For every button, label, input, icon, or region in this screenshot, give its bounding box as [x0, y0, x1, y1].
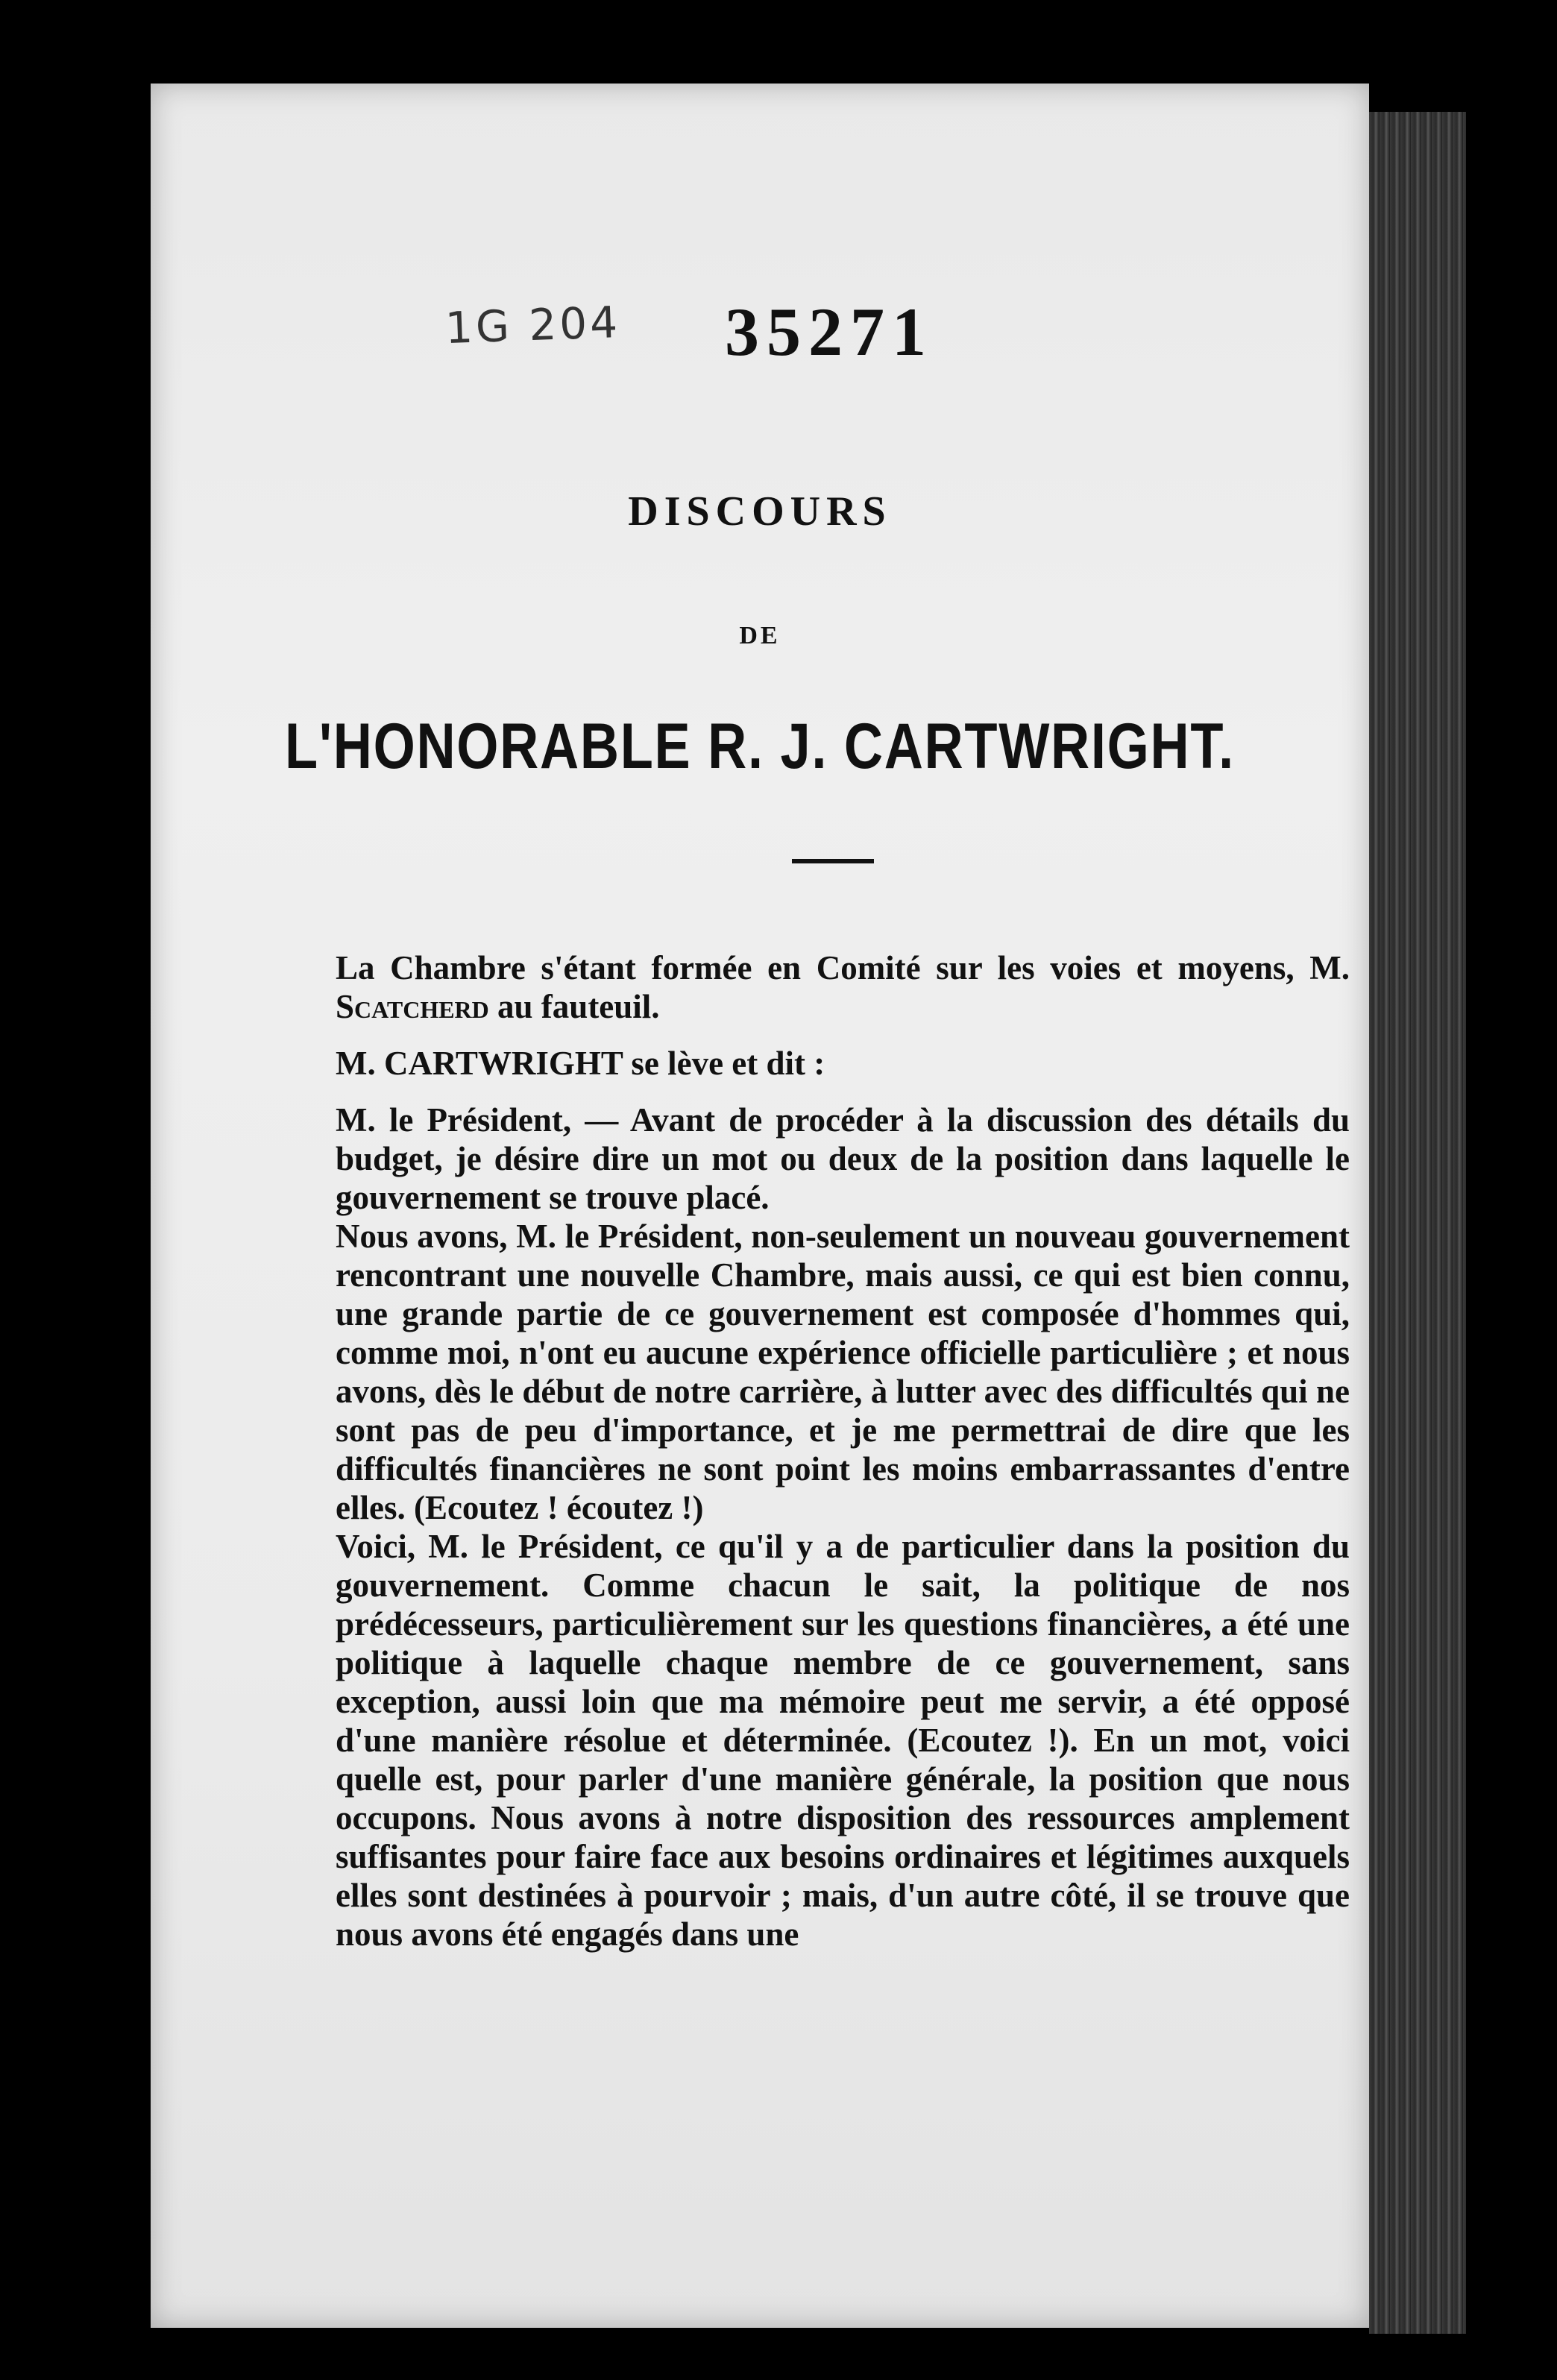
document-number: 35271	[725, 294, 934, 370]
speech-paragraph: Nous avons, M. le Président, non-seulement un nouveau gouvernement rencontrant une nouvelle Chambre, mais aussi, ce qui est bien connu, une grande partie de ce gouvernement est composée d'hommes qui, comme moi, n'ont eu aucune expérience officielle particulière ; et nous avons, dès le début de notre carrière, à lutter avec des difficultés qui ne sont pas de peu d'importance, et je me permettrai de dire que les difficultés financières ne sont point les moins embarrassantes d'entre elles. (Ecoutez ! écoutez !)	[336, 1218, 1350, 1526]
speech-body	[336, 948, 1350, 1954]
separator-rule	[792, 859, 874, 863]
intro-paragraph	[336, 948, 1350, 1026]
speech-paragraph: M. le Président, — Avant de procéder à la discussion des détails du budget, je désire dire un mot ou deux de la position dans laquelle le gouvernement se trouve placé.	[336, 1101, 1350, 1216]
intro-text-b: au fauteuil.	[488, 988, 660, 1025]
document-page	[151, 84, 1369, 2328]
chair-name: Scatcherd	[336, 988, 489, 1025]
handwritten-reference: 1G 204	[444, 296, 622, 354]
speaker-name-title: L'HONORABLE R. J. CARTWRIGHT.	[285, 711, 1235, 782]
speech-paragraph: Voici, M. le Président, ce qu'il y a de particulier dans la position du gouvernement. Comme chacun le sait, la politique de nos prédécesseurs, particulièrement sur les questions financières, a été une politique à laquelle chaque membre de ce gouvernement, sans exception, aussi loin que ma mémoire peut me servir, a été opposé d'une manière résolue et déterminée. (Ecoutez !). En un mot, voici quelle est, pour parler d'une manière générale, la position que nous occupons. Nous avons à notre disposition des ressources amplement suffisantes pour faire face aux besoins ordinaires et légitimes auxquels elles sont destinées à pourvoir ; mais, d'un autre côté, il se trouve que nous avons été engagés dans une	[336, 1528, 1350, 1953]
book-spine	[1369, 112, 1466, 2334]
title-preposition: DE	[739, 622, 781, 649]
title-discours: DISCOURS	[628, 488, 892, 535]
intro-text-a: La Chambre s'étant formée en Comité sur les voies et moyens, M.	[336, 949, 1350, 986]
speaker-rises-line: M. CARTWRIGHT se lève et dit :	[336, 1045, 825, 1082]
